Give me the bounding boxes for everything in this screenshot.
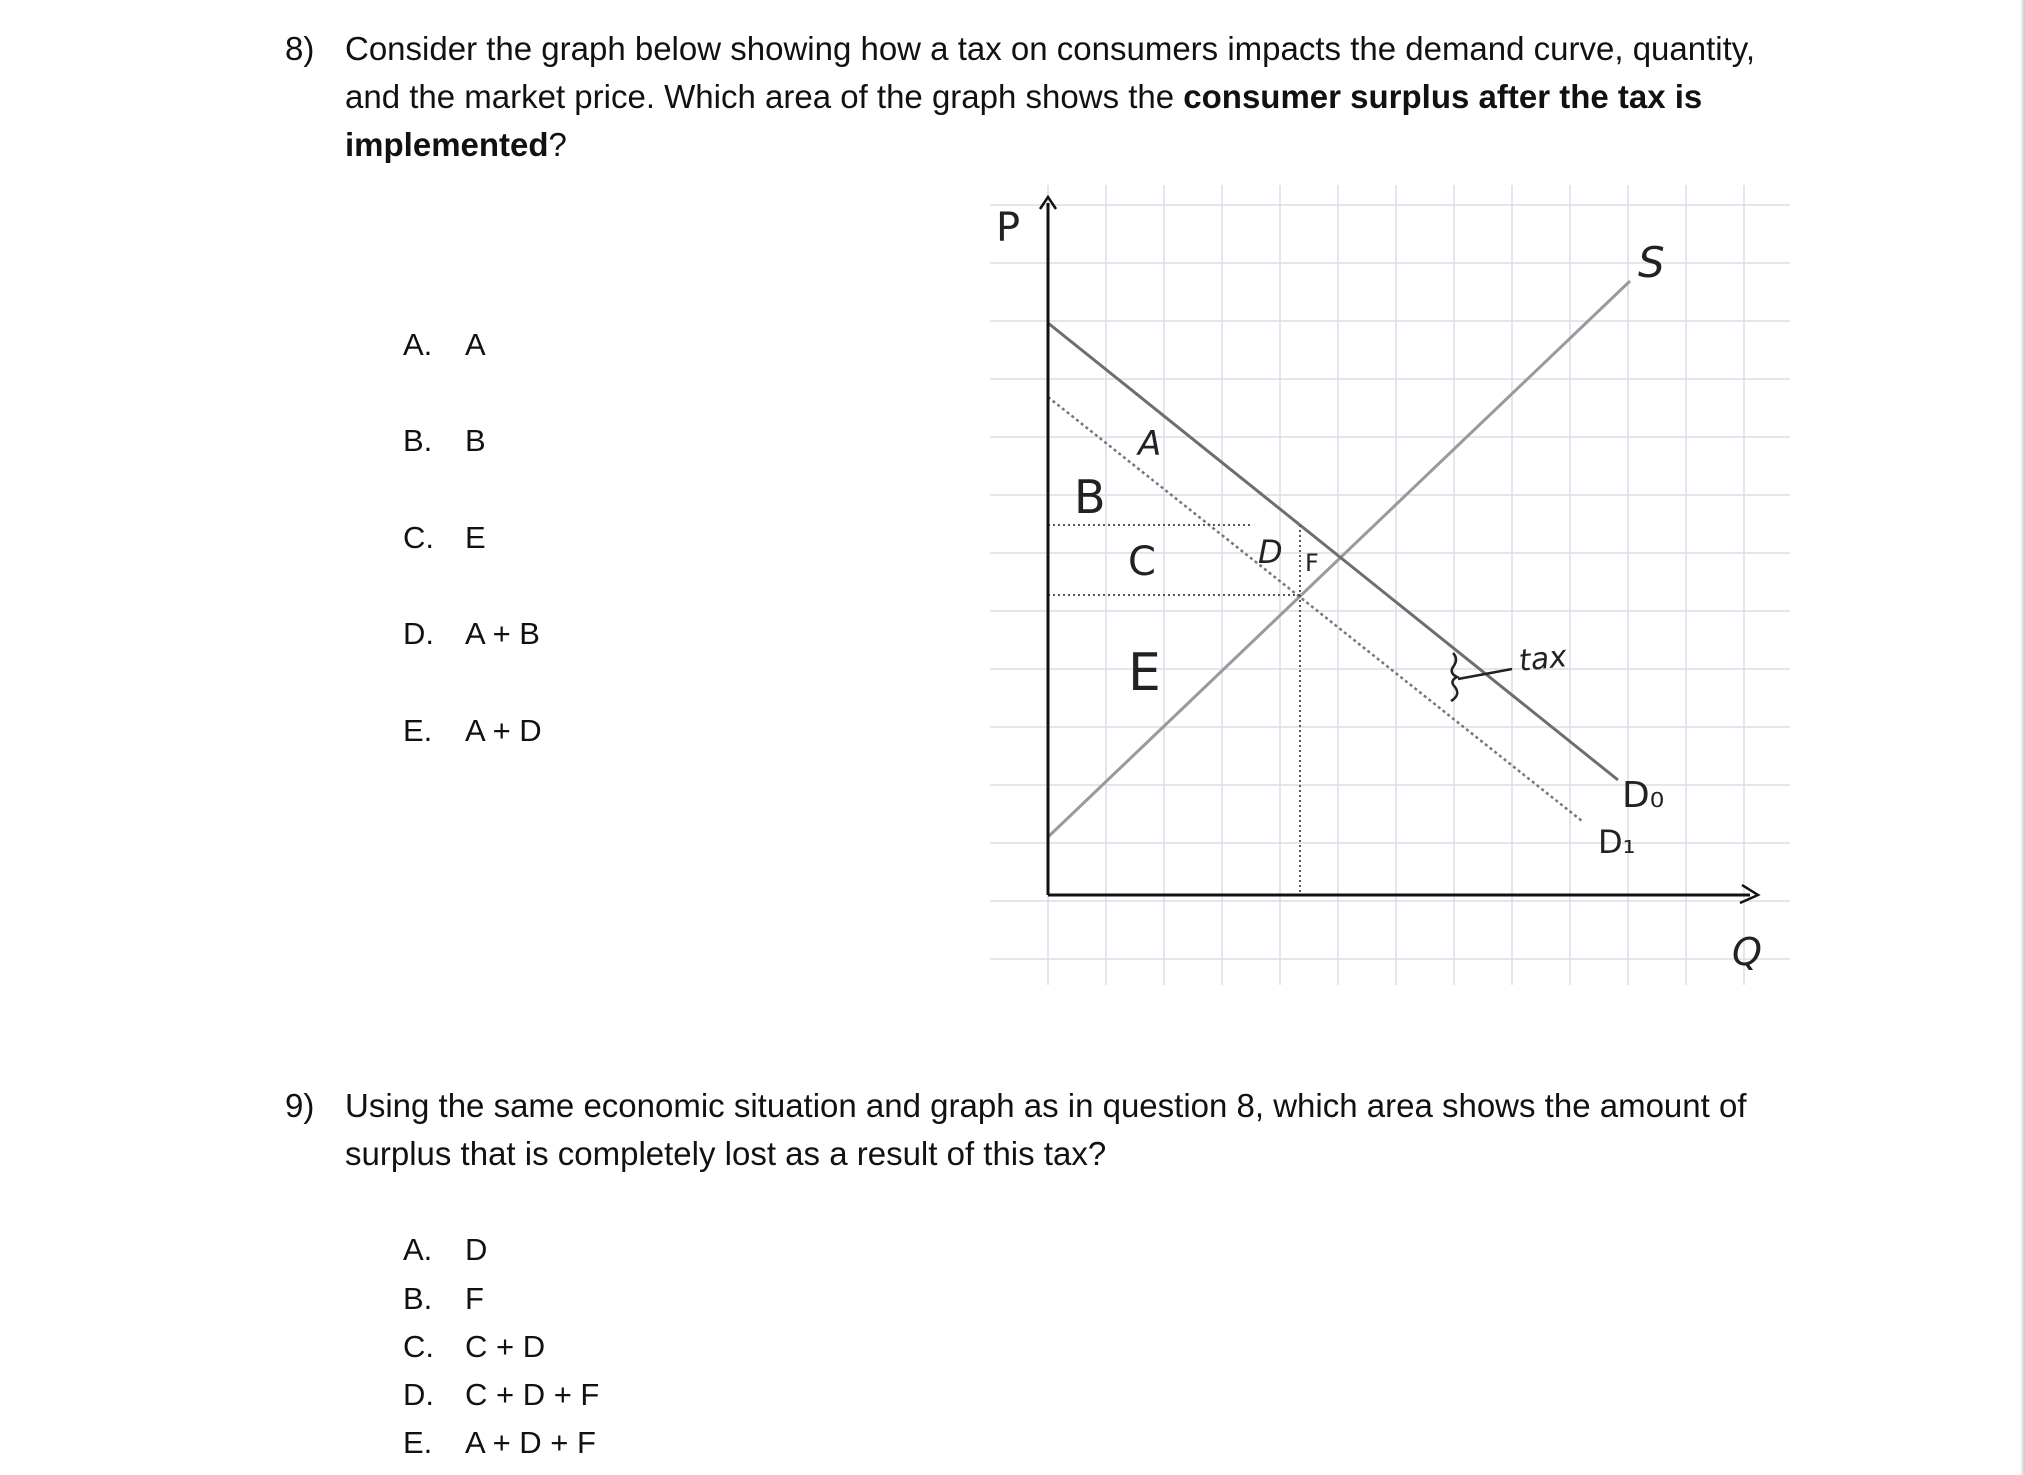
choice-letter: A. [403,1232,433,1267]
question-8-emphasis: consumer surplus after the tax is implemented [345,78,1703,163]
question-8-number: 8) [285,30,315,67]
choice-value: A + D [465,713,542,748]
area-label-c: C [1128,539,1156,585]
grid [990,185,1790,985]
tax-label: tax [1517,639,1569,679]
demand-curve-d1 [1048,397,1582,821]
choice-letter: D. [403,1377,434,1412]
area-label-d: D [1258,533,1283,571]
demand-d1-label: D₁ [1598,823,1636,861]
choice-letter: E. [403,1425,433,1460]
choice-letter: A. [403,327,433,362]
area-label-a: A [1138,424,1162,464]
tax-graph [990,185,1790,985]
area-label-e: E [1128,643,1161,703]
supply-label: S [1638,238,1665,287]
area-label-b: B [1074,470,1106,524]
axis-label-p: P [996,205,1021,251]
choice-letter: C. [403,520,434,555]
choice-value: A [465,327,486,362]
question-9-number: 9) [285,1087,315,1124]
choice-letter: B. [403,423,433,458]
choice-value: A + D + F [465,1425,596,1460]
choice-value: B [465,423,486,458]
question-8-text-tail: ? [548,126,567,163]
choice-value: F [465,1281,484,1316]
choice-letter: C. [403,1329,434,1364]
choice-letter: E. [403,713,433,748]
choice-value: D [465,1232,488,1267]
choice-letter: B. [403,1281,433,1316]
page-edge-shadow [2020,0,2025,1475]
question-9-text: Using the same economic situation and graph as in question 8, which area shows the amount of surplus that is completely lost as a result of this tax? [345,1087,1747,1172]
area-label-f: F [1305,549,1319,577]
choice-value: C + D [465,1329,546,1364]
choice-value: E [465,520,486,555]
question-8-text [345,25,1785,169]
choice-letter: D. [403,616,434,651]
question-8-text-lead: Consider the graph below showing how a tax on consumers impacts the demand curve, quantity, and the market price. Which area of the graph shows the [345,30,1755,115]
axis-label-q: Q [1732,930,1762,974]
choice-value: A + B [465,616,540,651]
demand-d0-label: D₀ [1622,775,1665,816]
tax-pointer [1458,669,1512,679]
choice-value: C + D + F [465,1377,600,1412]
